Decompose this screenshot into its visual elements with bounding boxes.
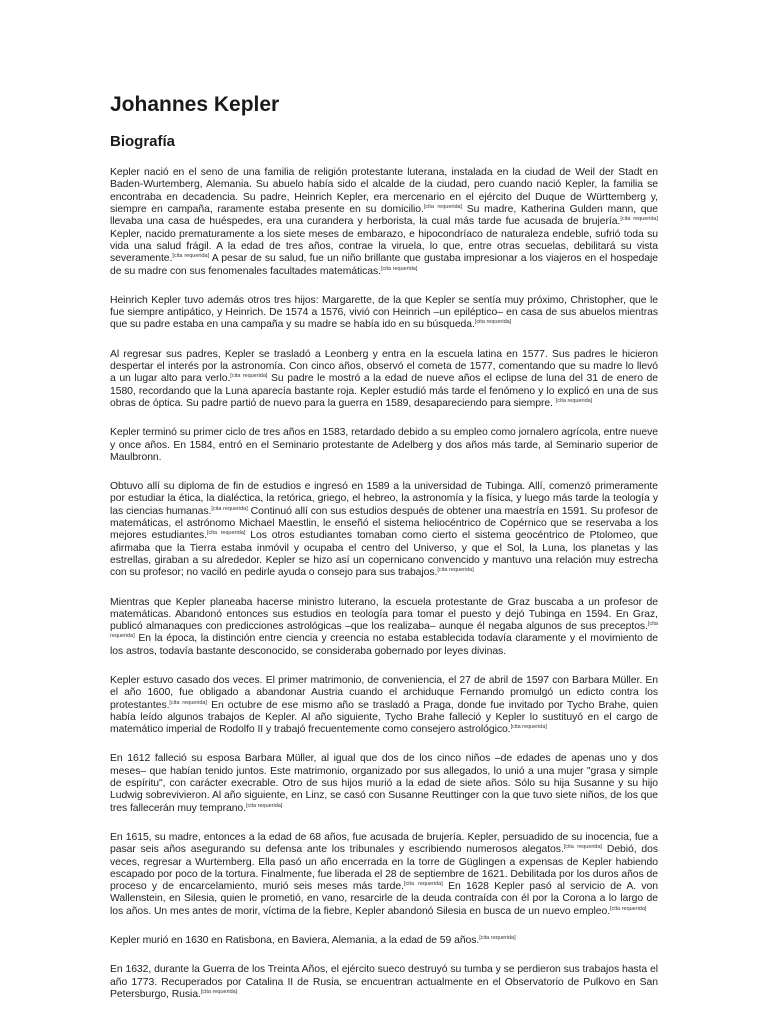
- paragraph-marriage: [110, 675, 658, 736]
- paragraph-text: Al regresar sus padres, Kepler se trasladó a Leonberg y entra en la escuela latina en 1577. Sus padres le hicieron despertar el interés por la astronomía. Con cinco años, observó el cometa de 1577, comentando que su madre lo llevó a un lugar alto para verlo.: [110, 348, 658, 385]
- article-body: [110, 167, 658, 1001]
- section-heading: Biografía: [110, 133, 176, 151]
- page-title: Johannes Kepler: [110, 93, 280, 116]
- paragraph-1612: [110, 753, 658, 814]
- paragraph-text: Su padre le mostró a la edad de nueve años el eclipse de luna del 31 de enero de 1580, recordando que la Luna aparecía bastante roja. Kepler estudió más tarde el fenómeno y lo explicó en una de sus obras de óptica. Su padre partió de nuevo para la guerra en 1589, desapareciendo para siempre.: [110, 373, 658, 409]
- citation-needed-link[interactable]: [cita requerida]: [172, 253, 210, 260]
- paragraph-text: En 1628 Kepler pasó al servicio de A. von Wallenstein, en Silesia, quien le prometió, en vano, resarcirle de la deuda contraída con él por la Corona a lo largo de los años. Un mes antes de morir, víctima de la fiebre, Kepler abandonó Silesia en busca de un nuevo empleo.: [110, 881, 659, 917]
- citation-needed-link[interactable]: [cita requerida]: [555, 397, 593, 404]
- citation-needed-link[interactable]: [cita requerida]: [211, 505, 248, 512]
- paragraph-text: En octubre de ese mismo año se trasladó a Praga, donde fue invitado por Tycho Brahe, quien había leído algunos trabajos de Kepler. Al año siguiente, Tycho Brahe falleció y Kepler lo sustituyó en el cargo de matemático imperial de Rodolfo II y trabajó frecuentemente como consejero astrológico.: [110, 699, 658, 736]
- citation-needed-link[interactable]: [cita requerida]: [169, 699, 208, 706]
- citation-needed-link[interactable]: [cita requerida]: [620, 216, 659, 223]
- paragraph-text: En la época, la distinción entre ciencia y creencia no estaba establecida todavía claramente y el movimiento de los astros, todavía bastante desconocido, se consideraba gobernado por leyes divinas.: [110, 633, 658, 657]
- citation-needed-link[interactable]: [cita requerida]: [200, 988, 238, 995]
- paragraph-1632: [110, 964, 658, 1001]
- paragraph-text: Su madre, Katherina Gulden mann, que llevaba una casa de huéspedes, era una curandera y herborista, la cual más tarde fue acusada de brujería.: [110, 204, 658, 228]
- citation-needed-link[interactable]: [cita requerida]: [563, 844, 603, 851]
- citation-needed-link[interactable]: [cita requerida]: [474, 319, 512, 326]
- citation-needed-link[interactable]: [cita requerida]: [246, 802, 283, 809]
- citation-needed-link[interactable]: [cita requerida]: [381, 265, 418, 272]
- citation-needed-link[interactable]: [cita requerida]: [230, 373, 268, 380]
- paragraph-text: A pesar de su salud, fue un niño brillante que gustaba impresionar a los viajeros en el hospedaje de su madre con sus fenomenales facultades matemáticas.: [110, 253, 658, 277]
- paragraph-text: Obtuvo allí su diploma de fin de estudios e ingresó en 1589 a la universidad de Tubinga. Allí, comenzó primeramente por estudiar la ética, la dialéctica, la retórica, griego, el hebreo, la astronomía y la física, y luego más tarde la teología y las ciencias humanas.: [110, 481, 658, 517]
- paragraph-seminary: [110, 427, 658, 464]
- paragraph-death: [110, 935, 658, 947]
- paragraph-text: Debió, dos veces, regresar a Wurtemberg. Ella pasó un año encerrada en la torre de Güglingen a expensas de Kepler habiendo escapado por poco de la tortura. Finalmente, fue liberada el 28 de septiembre de 1621. Debilitada por los duros años de proceso y de encarcelamiento, murió seis meses más tarde.: [110, 844, 658, 893]
- citation-needed-link[interactable]: [cita requerida]: [610, 905, 647, 912]
- paragraph-graz: [110, 597, 658, 658]
- paragraph-text: Kepler terminó su primer ciclo de tres años en 1583, retardado debido a su empleo como jornalero agrícola, entre nueve y once años. En 1584, entró en el Seminario protestante de Adelberg y dos años más tarde, al Seminario superior de Maulbronn.: [110, 427, 659, 463]
- paragraph-text: Mientras que Kepler planeaba hacerse ministro luterano, la escuela protestante de Graz buscaba a un profesor de matemáticas. Abandonó entonces sus estudios en teología para tomar el puesto y dejó Tubinga en 1594. En Graz, publicó almanaques con predicciones astrológicas –que los realizaba– aunque él negaba algunos de sus preceptos.: [110, 596, 658, 633]
- paragraph-leonberg: [110, 349, 658, 410]
- citation-needed-link[interactable]: [cita requerida]: [206, 530, 246, 537]
- paragraph-text: Los otros estudiantes tomaban como cierto el sistema geocéntrico de Ptolomeo, que afirmaba que la Tierra estaba inmóvil y ocupaba el centro del Universo, y que el Sol, la Luna, los planetas y las estrellas, giraban a su alrededor. Kepler se hizo así un copernicano convencido y mantuvo una relación muy estrecha con su profesor; no vaciló en pedirle ayuda o consejo para sus trabajos.: [110, 530, 658, 579]
- citation-needed-link[interactable]: [cita requerida]: [110, 621, 658, 640]
- paragraph-text: En 1612 falleció su esposa Barbara Müller, al igual que dos de los cinco niños –de edades de apenas uno y dos meses– que habían tenido juntos. Este matrimonio, organizado por sus allegados, lo unió a una mujer "grasa y simple de espíritu", con carácter execrable. Otro de sus hijos murió a la edad de siete años. Sólo su hija Susanne y su hijo Ludwig sobrevivieron. Al año siguiente, en Linz, se casó con Susanne Reuttinger con la que tuvo siete niños, de los que tres fallecerán muy temprano.: [110, 753, 658, 814]
- citation-needed-link[interactable]: [cita requerida]: [437, 567, 474, 574]
- paragraph-text: En 1632, durante la Guerra de los Treinta Años, el ejército sueco destruyó su tumba y se perdieron sus trabajos hasta el año 1773. Recuperados por Catalina II de Rusia, se encuentran actualmente en el Observatorio de Pulkovo en San Petersburgo, Rusia.: [110, 964, 658, 1000]
- paragraph-1615: [110, 832, 658, 918]
- citation-needed-link[interactable]: [cita requerida]: [423, 204, 463, 211]
- paragraph-tubingen: [110, 481, 658, 579]
- paragraph-text: Kepler nació en el seno de una familia de religión protestante luterana, instalada en la ciudad de Weil der Stadt en Baden-Wurtemberg, Alemania. Su abuelo había sido el alcalde de la ciudad, pero cuando nació Kepler, la familia se encontraba en decadencia. Su padre, Heinrich Kepler, era mercenario en el ejército del Duque de Württemberg y, siempre en campaña, raramente estaba presente en su domicilio.: [110, 167, 658, 216]
- citation-needed-link[interactable]: [cita requerida]: [403, 881, 443, 888]
- paragraph-text: Continuó allí con sus estudios después de obtener una maestría en 1591. Su profesor de matemáticas, el astrónomo Michael Maestlin, le enseñó el sistema heliocéntrico de Copérnico que se reservaba a los mejores estudiantes.: [110, 505, 658, 542]
- citation-needed-link[interactable]: [cita requerida]: [510, 724, 547, 731]
- paragraph-text: Kepler murió en 1630 en Ratisbona, en Baviera, Alemania, a la edad de 59 años.: [110, 935, 480, 947]
- paragraph-text: Kepler, nacido prematuramente a los siete meses de embarazo, e hipocondríaco de naturaleza endeble, sufrió toda su vida una salud frágil. A la edad de tres años, contrae la viruela, lo que, entre otras secuelas, debilitará su vista severamente.: [110, 228, 658, 265]
- paragraph-early-life: [110, 167, 658, 278]
- citation-needed-link[interactable]: [cita requerida]: [479, 935, 516, 942]
- paragraph-siblings: [110, 295, 658, 332]
- paragraph-text: Kepler estuvo casado dos veces. El primer matrimonio, de conveniencia, el 27 de abril de 1597 con Barbara Müller. En el año 1600, fue obligado a abandonar Austria cuando el archiduque Fernando promulgó un edicto contra los protestantes.: [110, 674, 658, 711]
- paragraph-text: En 1615, su madre, entonces a la edad de 68 años, fue acusada de brujería. Kepler, persuadido de su inocencia, fue a pasar seis años asegurando su defensa ante los tribunales y escribiendo numerosos alegatos.: [110, 831, 658, 856]
- paragraph-text: Heinrich Kepler tuvo además otros tres hijos: Margarette, de la que Kepler se sentía muy próximo, Christopher, que le fue siempre antipático, y Heinrich. De 1574 a 1576, vivió con Heinrich –un epiléptico– en casa de sus abuelos mientras que su padre estaba en una campaña y su madre se había ido en su búsqueda.: [110, 294, 658, 331]
